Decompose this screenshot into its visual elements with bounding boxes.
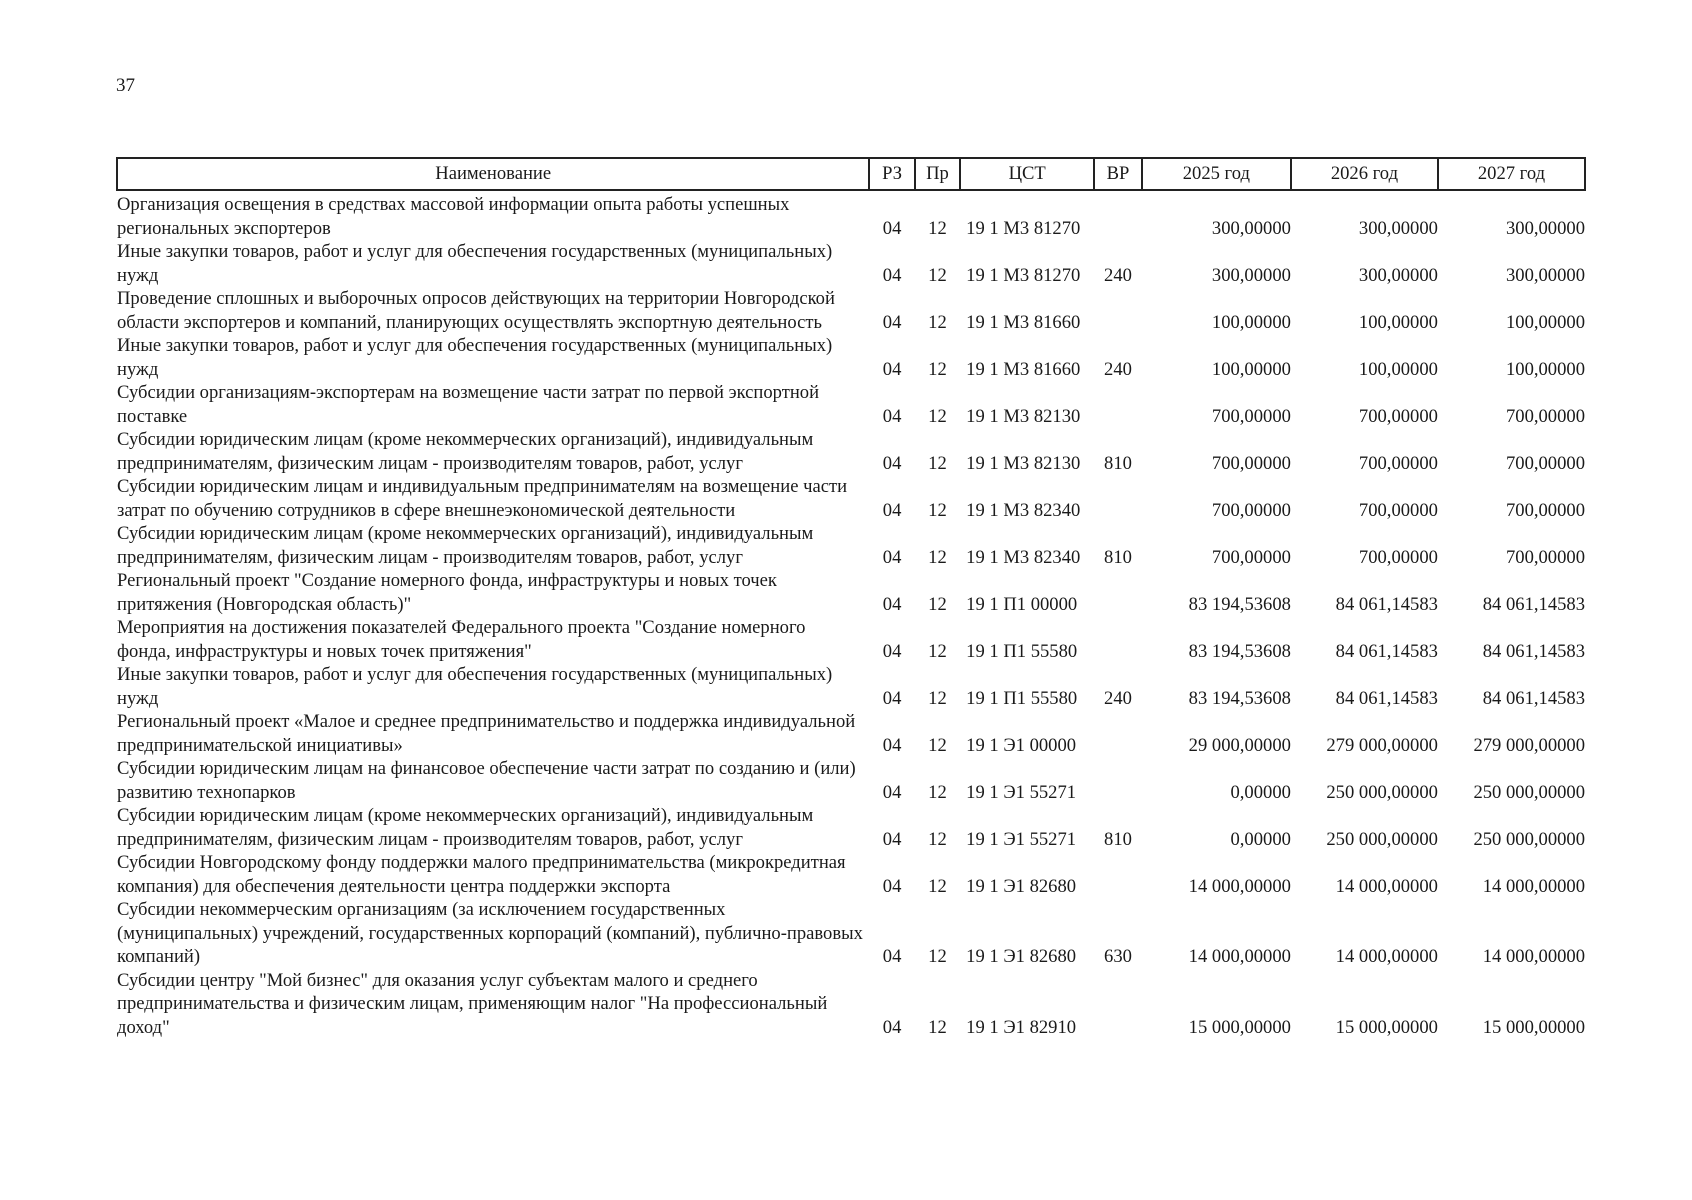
cell-cst: 19 1 П1 00000 bbox=[966, 593, 1078, 615]
header-2026: 2026 год bbox=[1291, 158, 1438, 190]
cell-2025: 700,00000 bbox=[1211, 499, 1291, 521]
cell-2026: 279 000,00000 bbox=[1326, 734, 1438, 756]
cell-2025: 700,00000 bbox=[1211, 405, 1291, 427]
cell-cst: 19 1 М3 82130 bbox=[966, 452, 1081, 474]
cell-rz: 04 bbox=[882, 781, 902, 803]
cell-pr: 12 bbox=[928, 405, 947, 427]
cell-2025: 100,00000 bbox=[1211, 311, 1291, 333]
header-2025: 2025 год bbox=[1142, 158, 1291, 190]
cell-2027: 84 061,14583 bbox=[1482, 687, 1585, 709]
cell-pr: 12 bbox=[928, 875, 947, 897]
cell-2027: 700,00000 bbox=[1505, 452, 1585, 474]
table-row bbox=[117, 475, 1585, 522]
cell-2025: 83 194,53608 bbox=[1188, 687, 1291, 709]
cell-rz: 04 bbox=[882, 405, 902, 427]
cell-pr: 12 bbox=[928, 358, 947, 380]
cell-name: Субсидии Новгородскому фонду поддержки малого предпринимательства (микрокредитная компания) для обеспечения деятельности центра поддержки экспорта bbox=[117, 852, 846, 897]
table-row bbox=[117, 804, 1585, 851]
cell-pr: 12 bbox=[928, 264, 947, 286]
cell-2026: 700,00000 bbox=[1358, 499, 1438, 521]
cell-rz: 04 bbox=[882, 1016, 902, 1038]
cell-vr: 810 bbox=[1104, 828, 1132, 850]
cell-name: Субсидии юридическим лицам на финансовое обеспечение части затрат по созданию и (или) развитию технопарков bbox=[117, 758, 856, 803]
cell-2027: 250 000,00000 bbox=[1473, 781, 1585, 803]
cell-cst: 19 1 М3 82340 bbox=[966, 499, 1081, 521]
cell-cst: 19 1 М3 81270 bbox=[966, 217, 1081, 239]
table-row bbox=[117, 334, 1585, 381]
cell-2027: 700,00000 bbox=[1505, 405, 1585, 427]
cell-2026: 84 061,14583 bbox=[1335, 640, 1438, 662]
header-vr: ВР bbox=[1094, 158, 1142, 190]
cell-cst: 19 1 Э1 55271 bbox=[966, 781, 1077, 803]
cell-rz: 04 bbox=[882, 593, 902, 615]
cell-vr bbox=[1094, 757, 1142, 804]
cell-pr: 12 bbox=[928, 499, 947, 521]
cell-2027: 250 000,00000 bbox=[1473, 828, 1585, 850]
cell-rz: 04 bbox=[882, 264, 902, 286]
cell-rz: 04 bbox=[882, 452, 902, 474]
table-row bbox=[117, 851, 1585, 898]
budget-table bbox=[116, 157, 1586, 1039]
cell-2026: 15 000,00000 bbox=[1335, 1016, 1438, 1038]
cell-2025: 14 000,00000 bbox=[1188, 946, 1291, 967]
cell-2026: 250 000,00000 bbox=[1326, 828, 1438, 850]
cell-vr: 810 bbox=[1104, 452, 1132, 474]
cell-pr: 12 bbox=[928, 946, 947, 967]
cell-2026: 84 061,14583 bbox=[1335, 687, 1438, 709]
cell-name: Субсидии юридическим лицам (кроме некоммерческих организаций), индивидуальным предпринимателям, физическим лицам - производителям товаров, работ, услуг bbox=[117, 429, 814, 474]
cell-pr: 12 bbox=[928, 593, 947, 615]
header-2027: 2027 год bbox=[1438, 158, 1585, 190]
cell-2026: 700,00000 bbox=[1358, 546, 1438, 568]
cell-name: Региональный проект «Малое и среднее предпринимательство и поддержка индивидуальной предпринимательской инициативы» bbox=[117, 711, 856, 756]
cell-2026: 14 000,00000 bbox=[1335, 946, 1438, 967]
cell-pr: 12 bbox=[928, 781, 947, 803]
cell-cst: 19 1 Э1 00000 bbox=[966, 734, 1077, 756]
cell-name: Субсидии юридическим лицам и индивидуальным предпринимателям на возмещение части затрат по обучению сотрудников в сфере внешнеэкономической деятельности bbox=[117, 476, 848, 521]
cell-2026: 700,00000 bbox=[1358, 405, 1438, 427]
cell-2026: 84 061,14583 bbox=[1335, 593, 1438, 615]
cell-vr bbox=[1094, 616, 1142, 663]
cell-name: Субсидии юридическим лицам (кроме некоммерческих организаций), индивидуальным предпринимателям, физическим лицам - производителям товаров, работ, услуг bbox=[117, 805, 814, 850]
cell-vr: 240 bbox=[1104, 358, 1132, 380]
table-row bbox=[117, 428, 1585, 475]
cell-2027: 14 000,00000 bbox=[1482, 946, 1585, 967]
cell-2026: 100,00000 bbox=[1358, 311, 1438, 333]
cell-2027: 84 061,14583 bbox=[1482, 593, 1585, 615]
cell-pr: 12 bbox=[928, 217, 947, 239]
cell-name: Иные закупки товаров, работ и услуг для обеспечения государственных (муниципальных) нужд bbox=[117, 241, 833, 286]
cell-cst: 19 1 М3 82340 bbox=[966, 546, 1081, 568]
cell-2026: 250 000,00000 bbox=[1326, 781, 1438, 803]
table-row bbox=[117, 287, 1585, 334]
cell-pr: 12 bbox=[928, 640, 947, 662]
cell-pr: 12 bbox=[928, 1016, 947, 1038]
cell-cst: 19 1 Э1 55271 bbox=[966, 828, 1077, 850]
cell-2027: 279 000,00000 bbox=[1473, 734, 1585, 756]
cell-vr bbox=[1094, 190, 1142, 240]
header-rz: РЗ bbox=[869, 158, 914, 190]
cell-rz: 04 bbox=[882, 875, 902, 897]
cell-2026: 14 000,00000 bbox=[1335, 875, 1438, 897]
table-row bbox=[117, 190, 1585, 240]
table-row bbox=[117, 969, 1585, 1040]
cell-2025: 700,00000 bbox=[1211, 452, 1291, 474]
cell-2025: 15 000,00000 bbox=[1188, 1016, 1291, 1038]
cell-2026: 300,00000 bbox=[1358, 264, 1438, 286]
cell-2025: 83 194,53608 bbox=[1188, 593, 1291, 615]
header-pr: Пр bbox=[915, 158, 960, 190]
cell-vr bbox=[1094, 710, 1142, 757]
cell-name: Организация освещения в средствах массовой информации опыта работы успешных региональных экспортеров bbox=[117, 194, 790, 239]
cell-vr: 240 bbox=[1104, 687, 1132, 709]
cell-rz: 04 bbox=[882, 946, 902, 967]
cell-pr: 12 bbox=[928, 828, 947, 850]
cell-2027: 700,00000 bbox=[1505, 546, 1585, 568]
cell-cst: 19 1 М3 82130 bbox=[966, 405, 1081, 427]
cell-2025: 0,00000 bbox=[1230, 828, 1291, 850]
cell-2026: 700,00000 bbox=[1358, 452, 1438, 474]
cell-cst: 19 1 М3 81660 bbox=[966, 311, 1081, 333]
cell-2026: 300,00000 bbox=[1358, 217, 1438, 239]
cell-cst: 19 1 П1 55580 bbox=[966, 640, 1078, 662]
cell-name: Иные закупки товаров, работ и услуг для обеспечения государственных (муниципальных) нужд bbox=[117, 335, 833, 380]
cell-name: Иные закупки товаров, работ и услуг для обеспечения государственных (муниципальных) нужд bbox=[117, 664, 833, 709]
cell-2027: 700,00000 bbox=[1505, 499, 1585, 521]
cell-cst: 19 1 П1 55580 bbox=[966, 687, 1078, 709]
cell-2025: 300,00000 bbox=[1211, 264, 1291, 286]
cell-cst: 19 1 Э1 82680 bbox=[966, 946, 1077, 967]
cell-cst: 19 1 Э1 82680 bbox=[966, 875, 1077, 897]
cell-2025: 300,00000 bbox=[1211, 217, 1291, 239]
table-row bbox=[117, 710, 1585, 757]
table-row bbox=[117, 757, 1585, 804]
cell-rz: 04 bbox=[882, 640, 902, 662]
cell-2025: 100,00000 bbox=[1211, 358, 1291, 380]
table-row bbox=[117, 616, 1585, 663]
cell-2027: 84 061,14583 bbox=[1482, 640, 1585, 662]
table-row bbox=[117, 663, 1585, 710]
table-row bbox=[117, 898, 1585, 969]
cell-rz: 04 bbox=[882, 734, 902, 756]
cell-vr: 630 bbox=[1104, 946, 1132, 967]
cell-vr bbox=[1094, 969, 1142, 1040]
cell-pr: 12 bbox=[928, 734, 947, 756]
header-cst: ЦСТ bbox=[960, 158, 1094, 190]
cell-2025: 700,00000 bbox=[1211, 546, 1291, 568]
cell-2027: 14 000,00000 bbox=[1482, 875, 1585, 897]
cell-vr bbox=[1094, 381, 1142, 428]
cell-pr: 12 bbox=[928, 687, 947, 709]
cell-vr: 240 bbox=[1104, 264, 1132, 286]
cell-2025: 14 000,00000 bbox=[1188, 875, 1291, 897]
cell-rz: 04 bbox=[882, 828, 902, 850]
cell-2027: 100,00000 bbox=[1505, 358, 1585, 380]
table-row bbox=[117, 522, 1585, 569]
table-row bbox=[117, 569, 1585, 616]
cell-rz: 04 bbox=[882, 546, 902, 568]
cell-vr bbox=[1094, 475, 1142, 522]
header-name: Наименование bbox=[117, 158, 869, 190]
cell-name: Субсидии организациям-экспортерам на возмещение части затрат по первой экспортной поставке bbox=[117, 382, 820, 427]
cell-rz: 04 bbox=[882, 217, 902, 239]
cell-pr: 12 bbox=[928, 311, 947, 333]
table-row bbox=[117, 240, 1585, 287]
cell-rz: 04 bbox=[882, 499, 902, 521]
cell-name: Региональный проект "Создание номерного фонда, инфраструктуры и новых точек притяжения (Новгородская область)" bbox=[117, 570, 777, 615]
cell-vr: 810 bbox=[1104, 546, 1132, 568]
cell-name: Субсидии некоммерческим организациям (за исключением государственных (муниципальных) учреждений, государственных корпораций (компаний), публично-правовых компаний) bbox=[117, 899, 863, 967]
cell-name: Субсидии юридическим лицам (кроме некоммерческих организаций), индивидуальным предпринимателям, физическим лицам - производителям товаров, работ, услуг bbox=[117, 523, 814, 568]
table-body bbox=[117, 190, 1585, 1039]
page-number: 37 bbox=[116, 75, 135, 96]
cell-cst: 19 1 М3 81660 bbox=[966, 358, 1081, 380]
cell-2025: 83 194,53608 bbox=[1188, 640, 1291, 662]
cell-name: Проведение сплошных и выборочных опросов действующих на территории Новгородской области экспортеров и компаний, планирующих осуществлять экспортную деятельность bbox=[117, 288, 835, 333]
cell-rz: 04 bbox=[882, 358, 902, 380]
cell-vr bbox=[1094, 851, 1142, 898]
table-header-row bbox=[117, 158, 1585, 190]
cell-cst: 19 1 М3 81270 bbox=[966, 264, 1081, 286]
cell-2026: 100,00000 bbox=[1358, 358, 1438, 380]
cell-2027: 300,00000 bbox=[1505, 217, 1585, 239]
cell-rz: 04 bbox=[882, 687, 902, 709]
cell-2027: 100,00000 bbox=[1505, 311, 1585, 333]
cell-pr: 12 bbox=[928, 546, 947, 568]
cell-2027: 15 000,00000 bbox=[1482, 1016, 1585, 1038]
cell-2025: 0,00000 bbox=[1230, 781, 1291, 803]
cell-2027: 300,00000 bbox=[1505, 264, 1585, 286]
cell-vr bbox=[1094, 569, 1142, 616]
cell-2025: 29 000,00000 bbox=[1188, 734, 1291, 756]
cell-cst: 19 1 Э1 82910 bbox=[966, 1016, 1077, 1038]
cell-vr bbox=[1094, 287, 1142, 334]
cell-name: Мероприятия на достижения показателей Федерального проекта "Создание номерного фонда, инфраструктуры и новых точек притяжения" bbox=[117, 617, 806, 662]
cell-name: Субсидии центру "Мой бизнес" для оказания услуг субъектам малого и среднего предпринимательства и физическим лицам, применяющим налог "На профессиональный доход" bbox=[117, 969, 828, 1038]
cell-rz: 04 bbox=[882, 311, 902, 333]
cell-pr: 12 bbox=[928, 452, 947, 474]
table-row bbox=[117, 381, 1585, 428]
